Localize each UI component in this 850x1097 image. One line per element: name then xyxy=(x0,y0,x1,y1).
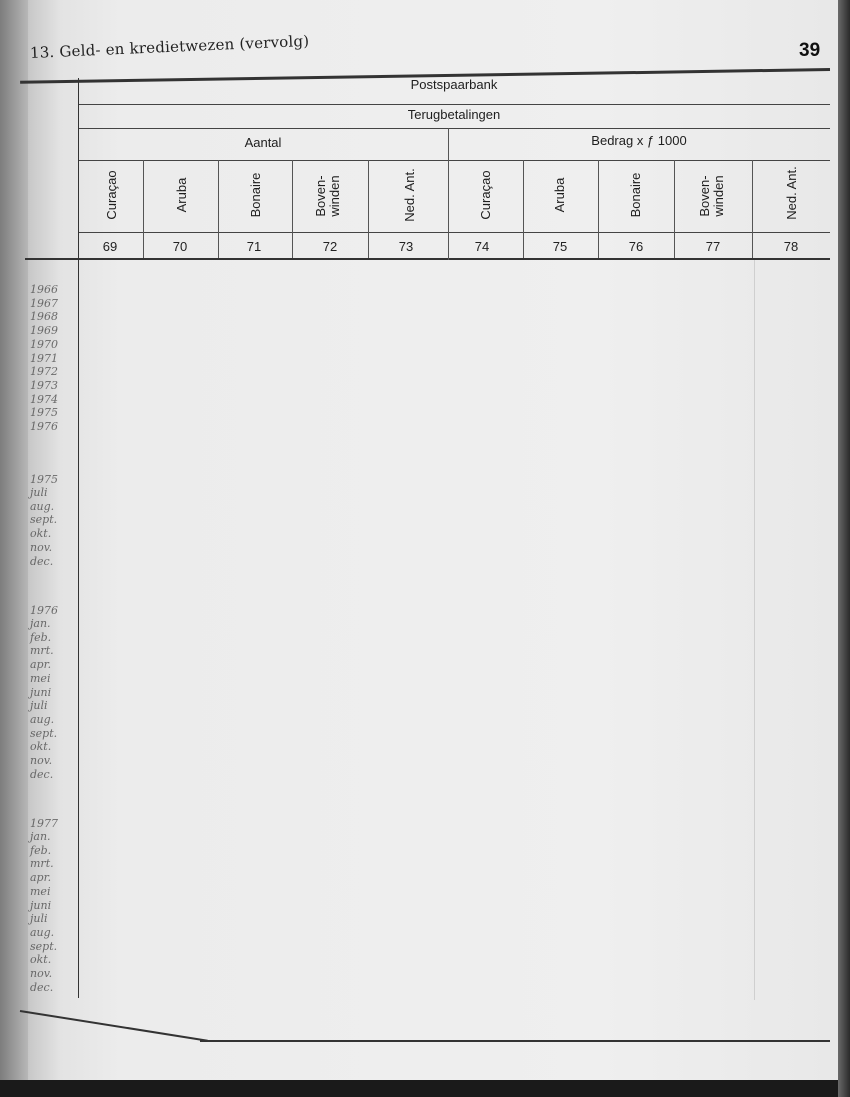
col-number: 69 xyxy=(102,239,118,254)
col-header-aruba-count: Aruba xyxy=(174,177,189,213)
col-number: 73 xyxy=(398,239,414,254)
col-header-bovenwinden-amount xyxy=(698,164,726,228)
col-divider xyxy=(368,160,369,258)
facing-page-gutter xyxy=(0,0,28,1080)
col-header-aruba-amount: Aruba xyxy=(552,177,567,213)
col-header-curacao-count: Curaçao xyxy=(104,170,119,220)
row-label: sept. xyxy=(30,513,58,527)
row-label: dec. xyxy=(30,980,54,994)
col-header-curacao-amount: Curaçao xyxy=(478,170,493,220)
col-divider xyxy=(523,160,524,258)
row-label: 1969 xyxy=(30,324,58,338)
header-divider xyxy=(78,104,830,105)
section-title: 13. Geld- en kredietwezen (vervolg) xyxy=(29,31,310,62)
col-header-nedant-count: Ned. Ant. xyxy=(402,168,417,222)
block-heading: 1975 xyxy=(30,473,58,486)
row-label: feb. xyxy=(30,843,52,857)
row-label: apr. xyxy=(30,658,52,672)
row-label: aug. xyxy=(30,712,55,726)
col-divider xyxy=(292,160,293,258)
page-edge xyxy=(838,0,850,1097)
col-number: 71 xyxy=(246,239,262,254)
col-number: 78 xyxy=(783,239,799,254)
row-label: okt. xyxy=(30,953,52,967)
row-label: mei xyxy=(30,884,51,898)
row-label: 1967 xyxy=(30,296,58,310)
row-label: jan. xyxy=(30,830,51,843)
col-header-bovenwinden-count xyxy=(314,164,342,228)
row-label: sept. xyxy=(30,939,58,953)
col-header-nedant-amount: Ned. Ant. xyxy=(784,166,799,220)
col-number: 74 xyxy=(474,239,490,254)
row-label: dec. xyxy=(30,554,54,568)
table-subtitle: Terugbetalingen xyxy=(407,107,501,122)
row-label: nov. xyxy=(30,754,53,768)
header-divider xyxy=(78,232,830,233)
row-labels xyxy=(30,486,57,568)
row-label: mrt. xyxy=(30,857,54,871)
row-label: 1976 xyxy=(30,420,58,434)
col-number: 76 xyxy=(628,239,644,254)
group-header-count: Aantal xyxy=(244,135,282,150)
row-label: dec. xyxy=(30,767,54,781)
row-label: aug. xyxy=(30,925,55,939)
col-header-bonaire-amount: Bonaire xyxy=(628,172,643,218)
row-label: juli xyxy=(30,486,48,499)
row-labels xyxy=(30,830,57,994)
col-number: 75 xyxy=(552,239,568,254)
row-label: juni xyxy=(30,898,52,912)
row-label: apr. xyxy=(30,871,52,885)
col-header-line: Boven- xyxy=(697,175,712,217)
col-header-line: Boven- xyxy=(313,175,328,217)
row-label: 1968 xyxy=(30,310,58,324)
block-heading: 1976 xyxy=(30,604,58,617)
table-title: Postspaarbank xyxy=(410,77,498,92)
col-header-bonaire-count: Bonaire xyxy=(248,172,263,218)
col-divider xyxy=(143,160,144,258)
col-header-line: winden xyxy=(711,175,726,217)
block-heading: 1977 xyxy=(30,817,58,830)
row-label: okt. xyxy=(30,527,52,541)
col-divider xyxy=(218,160,219,258)
row-label: jan. xyxy=(30,617,51,630)
faint-divider xyxy=(754,260,755,1000)
col-number: 70 xyxy=(172,239,188,254)
col-divider xyxy=(752,160,753,258)
row-labels xyxy=(30,283,58,434)
row-label: mei xyxy=(30,671,51,685)
group-divider xyxy=(448,128,449,260)
row-label: 1975 xyxy=(30,406,58,420)
row-label: nov. xyxy=(30,967,53,981)
row-label: 1974 xyxy=(30,392,58,406)
stub-divider xyxy=(78,78,79,998)
row-label: 1972 xyxy=(30,365,58,379)
row-label: mrt. xyxy=(30,644,54,658)
row-label: 1970 xyxy=(30,337,58,351)
header-divider xyxy=(78,160,830,161)
group-header-amount: Bedrag x ƒ 1000 xyxy=(591,133,687,148)
col-divider xyxy=(674,160,675,258)
header-bottom-rule xyxy=(25,258,830,260)
page-number: 39 xyxy=(799,40,821,61)
col-number: 77 xyxy=(705,239,721,254)
header-divider xyxy=(78,128,830,129)
col-header-line: winden xyxy=(327,175,342,217)
row-label: juli xyxy=(30,912,48,926)
bottom-rule xyxy=(200,1040,830,1042)
row-label: 1973 xyxy=(30,378,58,392)
col-divider xyxy=(598,160,599,258)
row-label: feb. xyxy=(30,630,52,644)
row-label: sept. xyxy=(30,726,58,740)
row-label: nov. xyxy=(30,540,53,554)
row-label: okt. xyxy=(30,740,52,754)
row-label: juni xyxy=(30,685,52,699)
row-label: juli xyxy=(30,699,48,713)
row-label: 1966 xyxy=(30,283,58,296)
row-labels xyxy=(30,617,57,781)
row-label: 1971 xyxy=(30,351,58,365)
row-label: aug. xyxy=(30,499,55,513)
col-number: 72 xyxy=(322,239,338,254)
